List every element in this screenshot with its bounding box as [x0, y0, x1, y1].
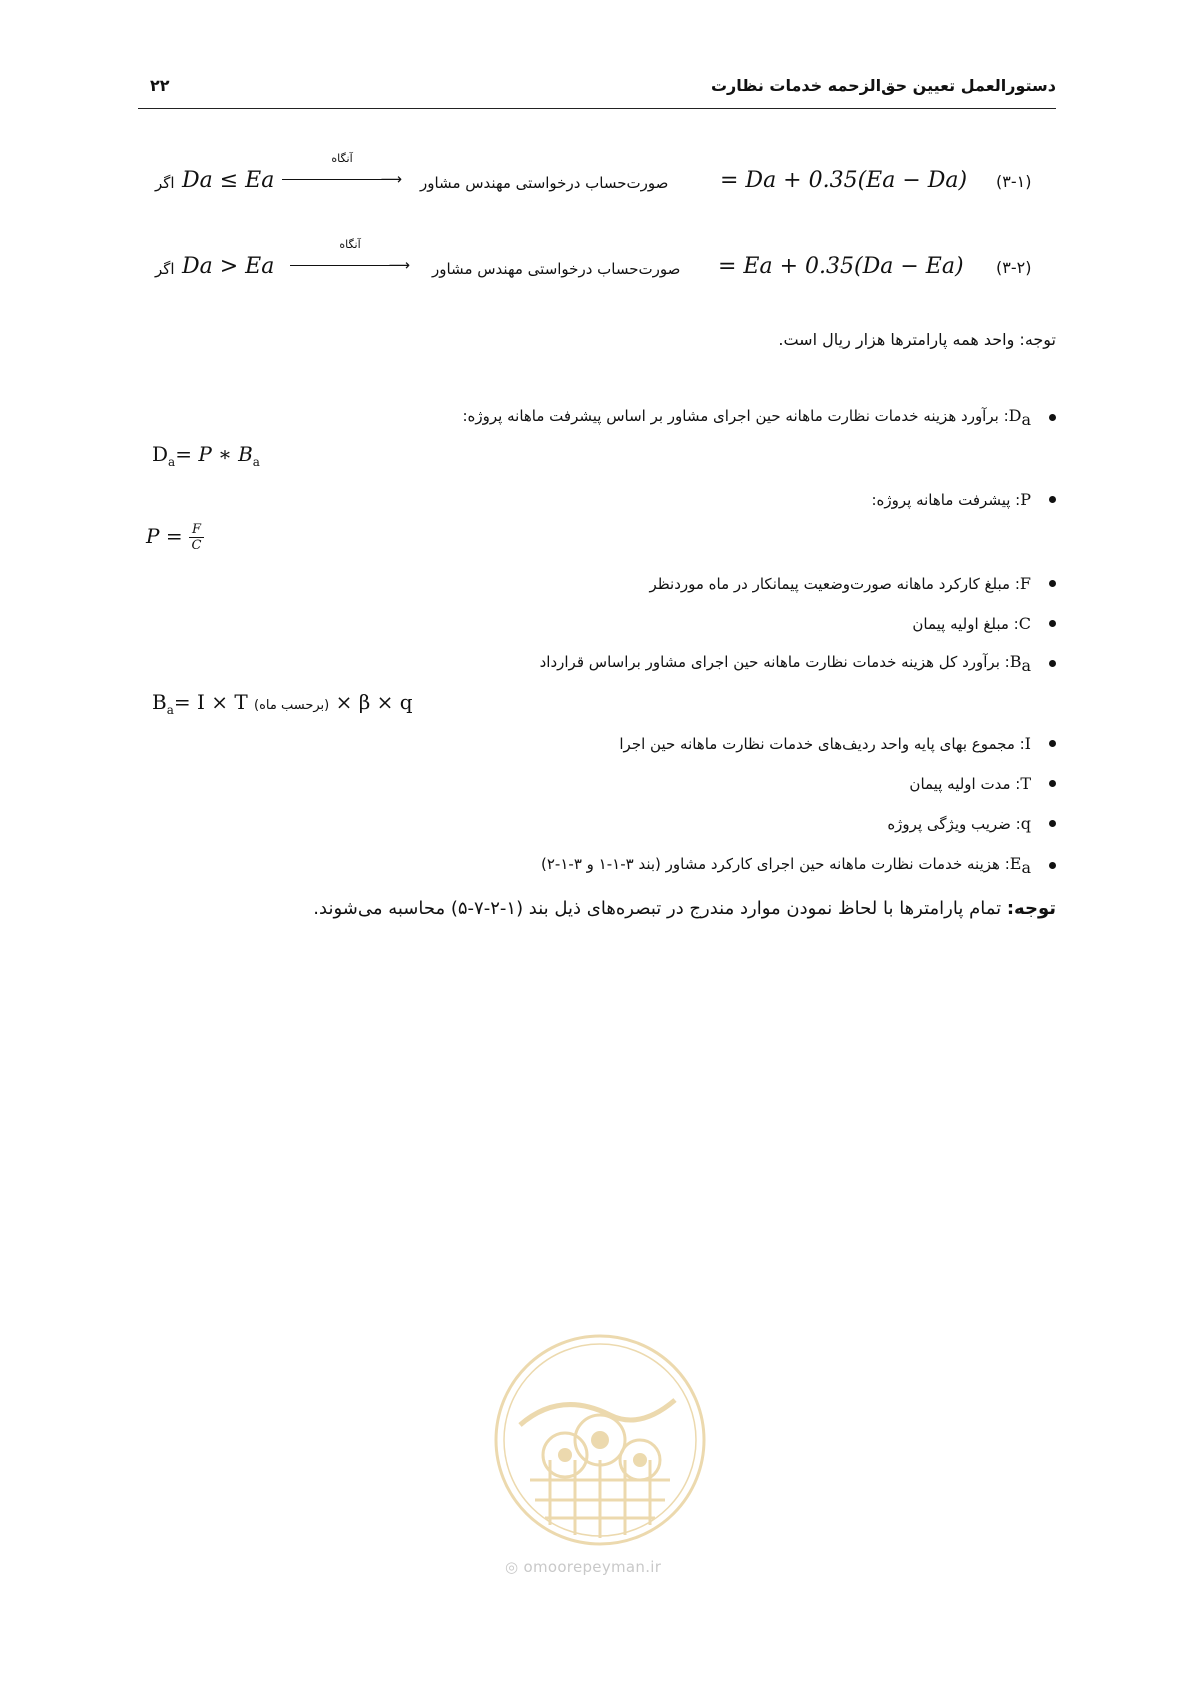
formula-lhs-sub: a	[168, 455, 176, 469]
formula-p	[146, 522, 204, 553]
watermark-url: ◎ omoorepeyman.ir	[505, 1558, 662, 1576]
fraction	[189, 522, 204, 553]
formula-lhs: B	[152, 690, 167, 714]
definition: : ضریب ویژگی پروژه	[887, 815, 1021, 833]
bullet-q-text	[887, 814, 1031, 833]
fraction-numerator: F	[189, 522, 204, 538]
equation-3-1-rhs: = Da + 0.35(Ea − Da)	[720, 168, 968, 193]
definition: : مبلغ اولیه پیمان	[912, 615, 1019, 633]
bullet-i	[619, 734, 1056, 753]
bullet-ea	[541, 854, 1056, 877]
definition: : هزینه خدمات نظارت ماهانه حین اجرای کارکرد مشاور (بند ۳-۱-۱ و ۳-۱-۲)	[541, 855, 1010, 873]
document-title: دستورالعمل تعیین حق‌الزحمه خدمات نظارت	[710, 76, 1056, 95]
equation-3-1-lhs-text: صورت‌حساب درخواستی مهندس مشاور	[420, 174, 669, 192]
arrow-label: آنگاه	[339, 238, 361, 251]
formula-unit-note: (برحسب ماه)	[254, 698, 330, 713]
symbol: D	[1008, 406, 1022, 425]
bullet-dot-icon	[1049, 660, 1056, 667]
arrow-head-icon: ⟶	[388, 256, 410, 274]
page-number: ۲۲	[150, 76, 170, 95]
bullet-t	[909, 774, 1056, 793]
arrow-label: آنگاه	[331, 152, 353, 165]
bullet-dot-icon	[1049, 414, 1056, 421]
note-text: تمام پارامترها با لحاظ نمودن موارد مندرج در تبصره‌های ذیل بند (۱-۲-۷-۵) محاسبه می‌شوند.	[313, 898, 1007, 919]
equation-number-3-1: (۳-۱)	[996, 172, 1032, 191]
bullet-p-text	[871, 490, 1031, 509]
bullet-dot-icon	[1049, 862, 1056, 869]
arrow-shaft	[282, 179, 394, 180]
bullet-dot-icon	[1049, 620, 1056, 627]
bullet-f-text	[649, 574, 1031, 593]
bullet-c	[912, 614, 1056, 633]
fraction-denominator: C	[191, 538, 202, 553]
watermark-url-text: omoorepeyman.ir	[523, 1558, 662, 1576]
bullet-t-text	[909, 774, 1031, 793]
equation-3-2-arrow	[290, 238, 410, 276]
definition: : برآورد هزینه خدمات نظارت ماهانه حین اجرای مشاور بر اساس پیشرفت ماهانه پروژه:	[462, 407, 1009, 425]
watermark-logo	[490, 1330, 710, 1550]
parameters-note	[313, 898, 1056, 919]
arrow-head-icon: ⟶	[380, 170, 402, 188]
equation-number-3-2: (۳-۲)	[996, 258, 1032, 277]
formula-tail: × β × q	[329, 690, 413, 714]
note-label: توجه:	[1006, 898, 1056, 919]
equation-3-2-condition: Da > Ea	[182, 254, 275, 279]
formula-rhs: = I × T	[173, 690, 255, 714]
bullet-dot-icon	[1049, 780, 1056, 787]
equation-3-1-condition: Da ≤ Ea	[182, 168, 275, 193]
bullet-ba	[540, 652, 1056, 675]
header-divider	[138, 108, 1056, 109]
formula-lhs: D	[152, 442, 169, 466]
bullet-dot-icon	[1049, 580, 1056, 587]
symbol: C	[1018, 614, 1031, 633]
bullet-dot-icon	[1049, 740, 1056, 747]
bullet-ea-text	[541, 854, 1031, 877]
arrow-shaft	[290, 265, 402, 266]
equation-3-2-lhs-text: صورت‌حساب درخواستی مهندس مشاور	[432, 260, 681, 278]
definition: : مجموع بهای پایه واحد ردیف‌های خدمات نظارت ماهانه حین اجرا	[619, 735, 1025, 753]
symbol: E	[1009, 854, 1022, 873]
formula-ba	[152, 690, 413, 717]
symbol: I	[1024, 734, 1031, 753]
symbol: B	[1009, 652, 1022, 671]
bullet-ba-text	[540, 652, 1031, 675]
equation-3-2-condition-word: اگر	[155, 260, 175, 278]
definition: : برآورد کل هزینه خدمات نظارت ماهانه حین اجرای مشاور براساس قرارداد	[539, 653, 1010, 671]
bullet-da-text	[462, 406, 1031, 429]
formula-da	[152, 442, 260, 469]
definition: : پیشرفت ماهانه پروژه:	[871, 491, 1021, 509]
symbol-sub: a	[1021, 858, 1031, 877]
bullet-p	[871, 490, 1056, 509]
equation-3-2-rhs: = Ea + 0.35(Da − Ea)	[718, 254, 964, 279]
units-note: توجه: واحد همه پارامترها هزار ریال است.	[778, 330, 1056, 349]
bullet-q	[887, 814, 1056, 833]
bullet-c-text	[912, 614, 1031, 633]
symbol: T	[1020, 774, 1031, 793]
equation-3-1-condition-word: اگر	[155, 174, 175, 192]
equation-3-1-arrow	[282, 152, 402, 190]
definition: : مدت اولیه پیمان	[909, 775, 1021, 793]
bullet-dot-icon	[1049, 496, 1056, 503]
formula-lhs-sub: a	[166, 703, 174, 717]
bullet-i-text	[619, 734, 1031, 753]
symbol: q	[1020, 814, 1031, 833]
bullet-f	[649, 574, 1056, 593]
symbol: P	[1020, 490, 1031, 509]
bullet-da	[462, 406, 1056, 429]
formula-rhs-sub: a	[252, 455, 260, 469]
formula-lhs: P =	[146, 524, 183, 548]
definition: : مبلغ کارکرد ماهانه صورت‌وضعیت پیمانکار در ماه موردنظر	[649, 575, 1020, 593]
symbol: F	[1019, 574, 1031, 593]
symbol-sub: a	[1021, 656, 1031, 675]
bullet-dot-icon	[1049, 820, 1056, 827]
symbol-sub: a	[1021, 410, 1031, 429]
formula-rhs: = P ∗ B	[175, 442, 253, 466]
